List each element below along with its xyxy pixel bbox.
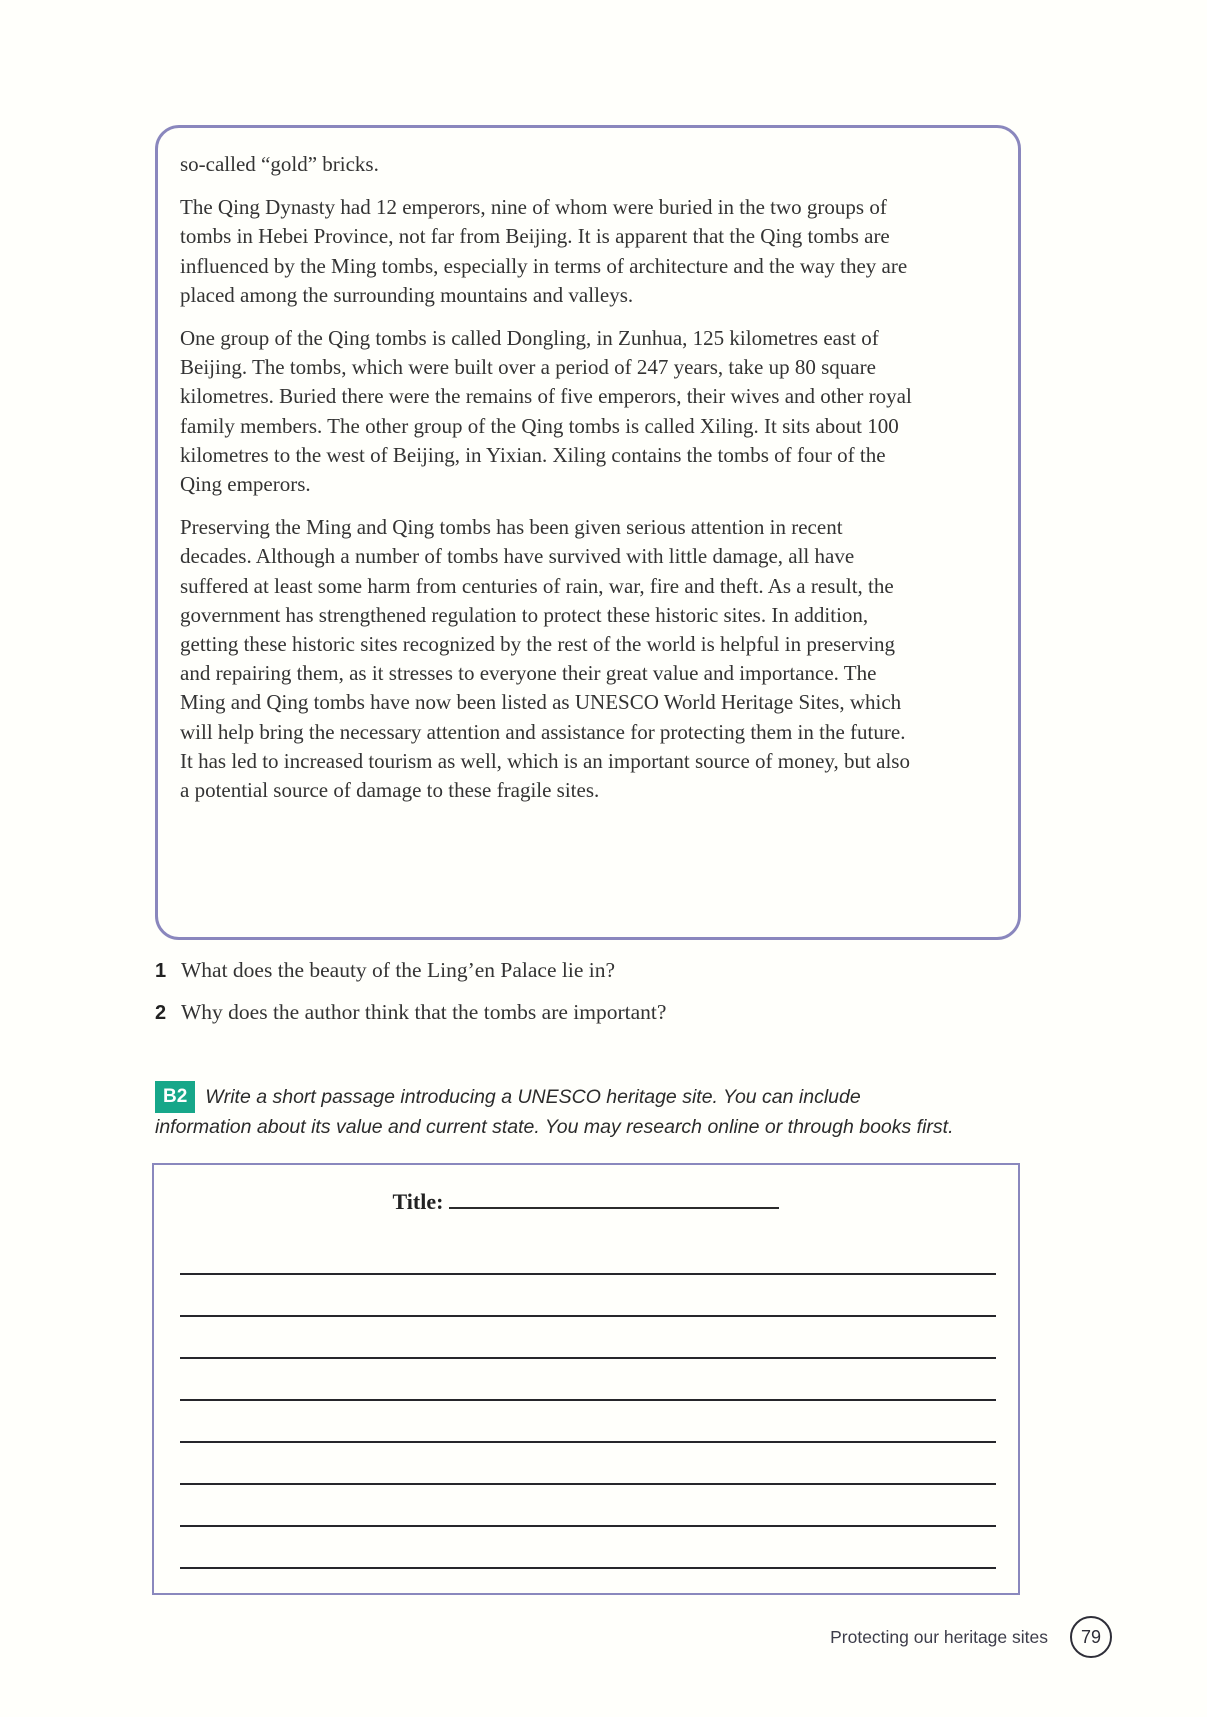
passage-paragraph: Preserving the Ming and Qing tombs has been given serious attention in recent decades. Although a number of tombs have survived with little damage, all have suffered at least some harm from centuries of rain, war, fire and theft. As a result, the government has strengthened regulation to protect these historic sites. In addition, getting these historic sites recognized by the rest of the world is helpful in preserving and repairing them, as it stresses to everyone their great value and importance. The Ming and Qing tombs have now been listed as UNESCO World Heritage Sites, which will help bring the necessary attention and assistance for protecting them in the future. It has led to increased tourism as well, which is an important source of money, but also a potential source of damage to these fragile sites. — [180, 515, 910, 803]
title-label: Title: — [392, 1189, 444, 1214]
writing-blank-line — [180, 1233, 996, 1275]
writing-blank-line — [180, 1359, 996, 1401]
comprehension-questions — [155, 958, 975, 1042]
question-text: Why does the author think that the tombs are important? — [181, 1000, 667, 1024]
page-footer — [830, 1616, 1112, 1658]
question-text: What does the beauty of the Ling’en Palace lie in? — [181, 958, 616, 982]
writing-blank-line — [180, 1275, 996, 1317]
footer-section-title: Protecting our heritage sites — [830, 1626, 1048, 1647]
writing-blank-line — [180, 1317, 996, 1359]
passage-paragraph: One group of the Qing tombs is called Dongling, in Zunhua, 125 kilometres east of Beijing. The tombs, which were built over a period of 247 years, take up 80 square kilometres. Buried there were the remains of five emperors, their wives and other royal family members. The other group of the Qing tombs is called Xiling. It sits about 100 kilometres to the west of Beijing, in Yixian. Xiling contains the tombs of four of the Qing emperors. — [180, 326, 912, 497]
question-item — [155, 1000, 975, 1042]
writing-blank-line — [180, 1527, 996, 1569]
passage-paragraph: The Qing Dynasty had 12 emperors, nine of whom were buried in the two groups of tombs in Hebei Province, not far from Beijing. It is apparent that the Qing tombs are influenced by the Ming tombs, especially in terms of architecture and the way they are placed among the surrounding mountains and valleys. — [180, 195, 908, 307]
writing-blank-line — [180, 1401, 996, 1443]
question-number: 1 — [155, 960, 167, 982]
exercise-badge: B2 — [155, 1081, 195, 1113]
writing-blank-line — [180, 1443, 996, 1485]
writing-answer-box — [152, 1163, 1020, 1595]
title-blank-line — [449, 1189, 779, 1209]
title-row — [154, 1189, 1018, 1215]
exercise-instruction: Write a short passage introducing a UNESCO heritage site. You can include information about its value and current state. You may research online or through books first. — [155, 1086, 954, 1138]
reading-passage-box — [155, 125, 1021, 940]
writing-blank-line — [180, 1485, 996, 1527]
exercise-b2 — [155, 1082, 955, 1141]
writing-lines — [180, 1233, 996, 1569]
question-number: 2 — [155, 1002, 167, 1024]
passage-paragraph: so-called “gold” bricks. — [180, 152, 379, 176]
page-number-badge: 79 — [1070, 1616, 1112, 1658]
question-item — [155, 958, 975, 1000]
